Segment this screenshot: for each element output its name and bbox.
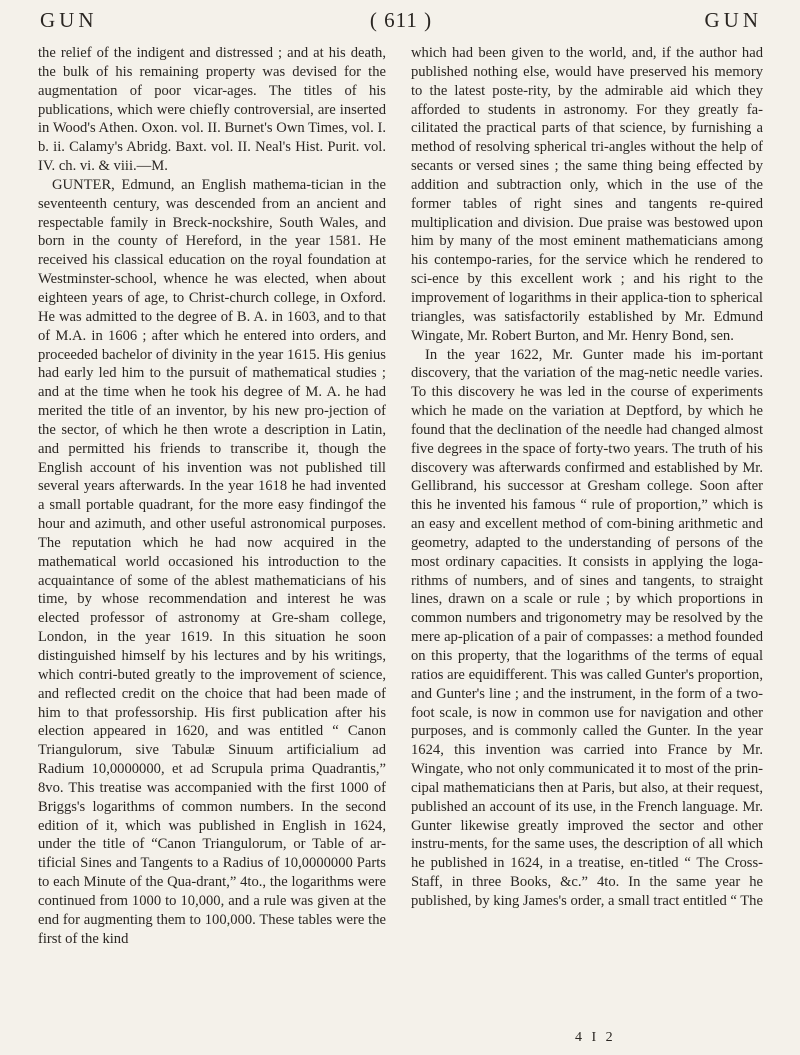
header-right-word: GUN [704,8,762,32]
paragraph: which had been given to the world, and, if the author had published nothing else, would have preserved his memory to the latest poste-rity, by the admirable aid which they afforded to students in astronomy. For they greatly fa-cilitated the practical parts of that science, by furnishing a method of resolving spherical tri-angles without the help of secants or versed sines ; the same thing being effected by addition and subtraction only, which in the use of the former tables of right sines and tangents re-quired multiplication and division. Due praise was bestowed upon him by many of the most eminent mathematicians among his contempo-raries, for the service which he rendered to sci-ence by this excellent work ; and his right to the improvement of logarithms in their applica-tion to spherical triangles, was satisfactorily established by Mr. Edmund Wingate, Mr. Robert Burton, and Mr. Henry Bond, sen. [411,45,763,344]
paragraph: the relief of the indigent and distressed ; and at his death, the bulk of his remaining property was devised for the augmentation of poor vicar-ages. The titles of his publications, which were chiefly controversial, are inserted in Wood's Athen. Oxon. vol. II. Burnet's Own Times, vol. I. b. ii. Calamy's Abridg. Baxt. vol. II. Neal's Hist. Purit. vol. IV. ch. vi. & viii.—M. [38,45,386,175]
header-left-word: GUN [40,8,98,32]
page-number: ( 611 ) [369,8,433,32]
signature-mark: 4 I 2 [575,1030,616,1045]
left-column [38,44,386,949]
paragraph: GUNTER, Edmund, an English mathema-tician in the seventeenth century, was descended from an ancient and respectable family in Breck-nockshire, South Wales, and born in the county of Hereford, in the year 1581. He received his classical education on the royal foundation at Westminster-school, whence he was elected, when about eighteen years of age, to Christ-church college, in Oxford. He was admitted to the degree of B. A. in 1603, and to that of M.A. in 1606 ; after which he entered into orders, and proceeded bachelor of divinity in the year 1615. His genius had early led him to the pursuit of mathematical studies ; and at the time when he took his degree of M. A. he had merited the title of an inventor, by his new pro-jection of the sector, of which he then wrote a description in Latin, and permitted his friends to transcribe it, though the English account of his invention was not published till several years afterwards. In the year 1618 he had invented a small portable quadrant, for the more easy findingof the hour and azimuth, and other useful astronomical purposes. The reputation which he had now acquired in the mathematical world occasioned his introduction to the acquaintance of some of the ablest mathematicians of his time, by whose recommendation and interest he was elected professor of astronomy at Gre-sham college, London, in the year 1619. In this situation he soon distinguished himself by his lectures and by his writings, which contri-buted greatly to the improvement of science, and reflected credit on the choice that had been made of him to that professorship. His first publication after his election appeared in 1620, and was entitled “ Canon Triangulorum, sive Tabulæ Sinuum artificialium ad Radium 10,0000000, et ad Scrupula prima Quadrantis,” 8vo. This treatise was accompanied with the first 1000 of Briggs's logarithms of common numbers. In the second edition of it, which was published in English in 1624, under the title of “Canon Triangulorum, or Table of ar-tificial Sines and Tangents to a Radius of 10,0000000 Parts to each Minute of the Qua-drant,” 4to., the logarithms were continued from 1000 to 10,000, and a rule was given at the end for augmenting them to 100,000. These tables were the first of the kind [38,176,386,947]
right-column [411,44,763,911]
running-header [40,8,762,38]
paragraph: In the year 1622, Mr. Gunter made his im-portant discovery, that the variation of the mag-netic needle varies. To this discovery he was led in the course of experiments which he made on the variation at Deptford, by which he found that the declination of the needle had changed almost five degrees in the space of forty-two years. The truth of his discovery was afterwards confirmed and established by Mr. Gellibrand, his successor at Gresham college. Soon after this he invented his famous “ rule of proportion,” which is an easy and excellent method of com-bining arithmetic and geometry, adapted to the understanding of persons of the most ordinary capacities. It consists in applying the loga-rithms of numbers, and of sines and tangents, to straight lines, drawn on a scale or rule ; by which proportions in common numbers and trigonometry may be resolved by the mere ap-plication of a pair of compasses: a method founded on this property, that the logarithms of the terms of equal ratios are equidifferent. This was called Gunter's proportion, and Gunter's line ; and the instrument, in the form of a two-foot scale, is now in common use for navigation and other purposes, and is commonly called the Gunter. In the year 1624, this invention was carried into France by Mr. Wingate, who not only communicated it to most of the prin-cipal mathematicians then at Paris, but also, at their request, published an account of its use, in the French language. Mr. Gunter likewise greatly improved the sector and other instru-ments, for the same uses, the description of all which he published in 1624, in a treatise, en-titled “ The Cross-Staff, in three Books, &c.” 4to. In the same year he published, by king James's order, a small tract entitled “ The [411,346,763,909]
